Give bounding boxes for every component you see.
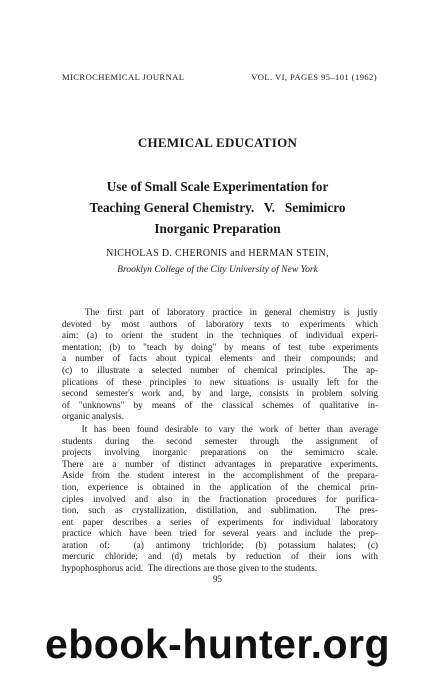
text-line: There are a number of distinct advantages in preparative experiments. — [62, 459, 378, 470]
article-title — [40, 176, 395, 239]
text-line: devoted by most authors of laboratory texts to experiments which — [62, 319, 378, 330]
text-line: students during the second semester through the assignment of — [62, 436, 378, 447]
author-list: NICHOLAS D. CHERONIS and HERMAN STEIN, — [106, 248, 329, 259]
text-line: ent paper describes a series of experiments for individual laboratory — [62, 517, 378, 528]
article-title-line: Inorganic Preparation — [154, 221, 281, 236]
text-line: organic analysis. — [62, 412, 124, 423]
paragraph-1 — [62, 308, 378, 424]
volume-info: VOL. VI, PAGES 95–101 (1962) — [251, 72, 377, 82]
text-line: second semester's work and, by and large, consists in problem solving — [62, 389, 378, 400]
text-line: a number of facts about typical elements and their compounds; and — [62, 354, 378, 365]
article-title-line: Teaching General Chemistry. V. Semimicro — [89, 200, 346, 215]
watermark-banner[interactable] — [0, 598, 435, 690]
section-title: CHEMICAL EDUCATION — [137, 135, 298, 150]
text-line: ciples involved and also in the fractionation procedures for purifica- — [62, 494, 378, 505]
paragraph-2 — [62, 425, 378, 576]
text-line: hypophosphorus acid. The directions are those given to the students. — [62, 564, 318, 575]
text-line: The first part of laboratory practice in general chemistry is justly — [62, 308, 378, 318]
text-line: (c) to illustrate a selected number of chemical principles. The ap- — [62, 365, 378, 376]
text-line: mentation; (b) to "teach by doing" by means of test tube experiments — [62, 342, 378, 353]
text-line: It has been found desirable to vary the work of better than average — [62, 424, 378, 435]
watermark-text: ebook-hunter.org — [44, 620, 391, 667]
text-line: practice which have been tried for several years and include the prep- — [62, 529, 378, 540]
journal-name: MICROCHEMICAL JOURNAL — [62, 72, 185, 82]
text-line: mercuric chloride; and (d) metals by reduction of their ions with — [62, 552, 378, 563]
text-line: tion, such as crystallization, distillation, and sublimation. The pres- — [62, 506, 378, 517]
text-line: plications of these principles to new situations is usually left for the — [62, 377, 378, 388]
text-line: Aside from the student interest in the accomplishment of the prepara- — [62, 471, 378, 482]
page-number: 95 — [213, 574, 222, 584]
text-line: tion, experience is obtained in the application of the chemical prin- — [62, 482, 378, 493]
text-line: of "unknowns" by means of the classical schemes of qualitative in- — [62, 400, 378, 411]
author-affiliation: Brooklyn College of the City University of New York — [117, 264, 318, 275]
text-line: aim: (a) to orient the student in the techniques of individual experi- — [62, 331, 378, 342]
article-title-line: Use of Small Scale Experimentation for — [106, 179, 329, 194]
article-body — [62, 308, 378, 576]
text-line: aration of: (a) antimony trichloride; (b) potassium halates; (c) — [62, 540, 378, 551]
running-header — [62, 72, 377, 82]
text-line: projects involving inorganic preparations on the semimicro scale. — [62, 448, 378, 459]
